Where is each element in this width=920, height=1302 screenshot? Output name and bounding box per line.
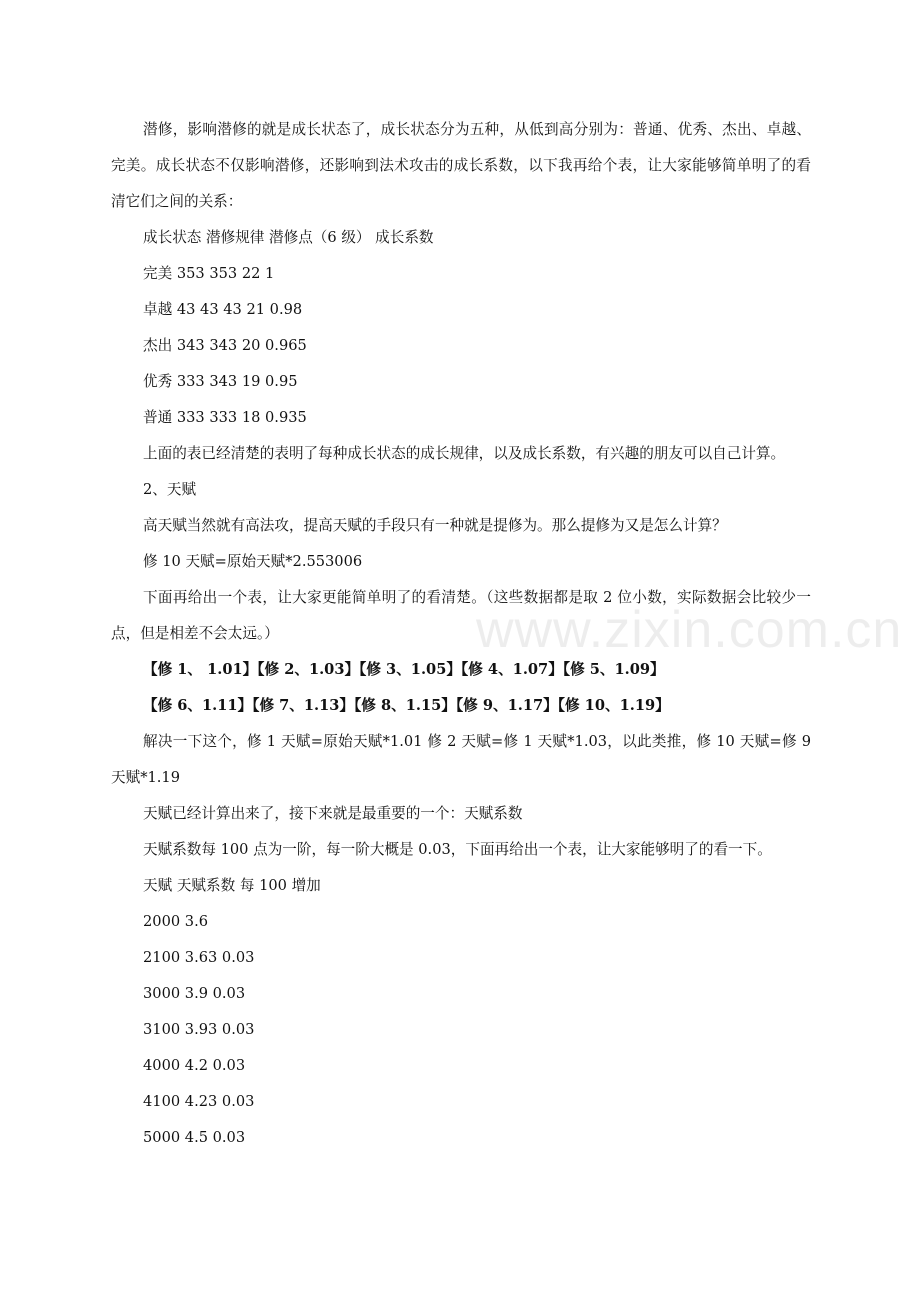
talent-table-row: 4000 4.2 0.03 [143, 1057, 246, 1074]
growth-table-header: 成长状态 潜修规律 潜修点（6 级） 成长系数 [143, 229, 434, 246]
document-body [111, 112, 811, 1156]
paragraph-growth-summary: 上面的表已经清楚的表明了每种成长状态的成长规律，以及成长系数，有兴趣的朋友可以自己计算。 [143, 445, 786, 462]
talent-table-row: 5000 4.5 0.03 [143, 1129, 246, 1146]
cultivation-multipliers-row: 【修 6、1.11】【修 7、1.13】【修 8、1.15】【修 9、1.17】【修 10、1.19】 [143, 697, 670, 714]
paragraph-growth-intro: 潜修，影响潜修的就是成长状态了，成长状态分为五种，从低到高分别为：普通、优秀、杰出、卓越、完美。成长状态不仅影响潜修，还影响到法术攻击的成长系数，以下我再给个表，让大家能够简单明了的看清它们之间的关系： [111, 121, 811, 210]
section-heading-talent: 2、天赋 [143, 481, 197, 498]
formula-line: 修 10 天赋=原始天赋*2.553006 [143, 553, 363, 570]
talent-table-row: 3000 3.9 0.03 [143, 985, 246, 1002]
watermark: www.zixin.com.cn [476, 601, 903, 659]
growth-table-row: 完美 353 353 22 1 [143, 265, 275, 282]
paragraph-talent-coefficient: 天赋已经计算出来了，接下来就是最重要的一个：天赋系数 [143, 805, 523, 822]
growth-table-row: 杰出 343 343 20 0.965 [143, 337, 307, 354]
paragraph-table-note: 下面再给出一个表，让大家更能简单明了的看清楚。（这些数据都是取 2 位小数，实际数据会比较少一点，但是相差不会太远。） [111, 589, 811, 642]
paragraph-coefficient-explain: 天赋系数每 100 点为一阶，每一阶大概是 0.03，下面再给出一个表，让大家能够明了的看一下。 [143, 841, 772, 858]
talent-table-row: 2000 3.6 [143, 913, 208, 930]
talent-table-row: 3100 3.93 0.03 [143, 1021, 255, 1038]
talent-table-header: 天赋 天赋系数 每 100 增加 [143, 877, 321, 894]
talent-table-row: 4100 4.23 0.03 [143, 1093, 255, 1110]
cultivation-multipliers-row: 【修 1、 1.01】【修 2、1.03】【修 3、1.05】【修 4、1.07】【修 5、1.09】 [143, 661, 665, 678]
growth-table-row: 普通 333 333 18 0.935 [143, 409, 307, 426]
talent-table-row: 2100 3.63 0.03 [143, 949, 255, 966]
paragraph-explanation: 解决一下这个，修 1 天赋=原始天赋*1.01 修 2 天赋=修 1 天赋*1.03，以此类推，修 10 天赋=修 9 天赋*1.19 [111, 733, 811, 786]
paragraph-talent-intro: 高天赋当然就有高法攻，提高天赋的手段只有一种就是提修为。那么提修为又是怎么计算？ [143, 517, 727, 534]
growth-table-row: 优秀 333 343 19 0.95 [143, 373, 298, 390]
growth-table-row: 卓越 43 43 43 21 0.98 [143, 301, 303, 318]
